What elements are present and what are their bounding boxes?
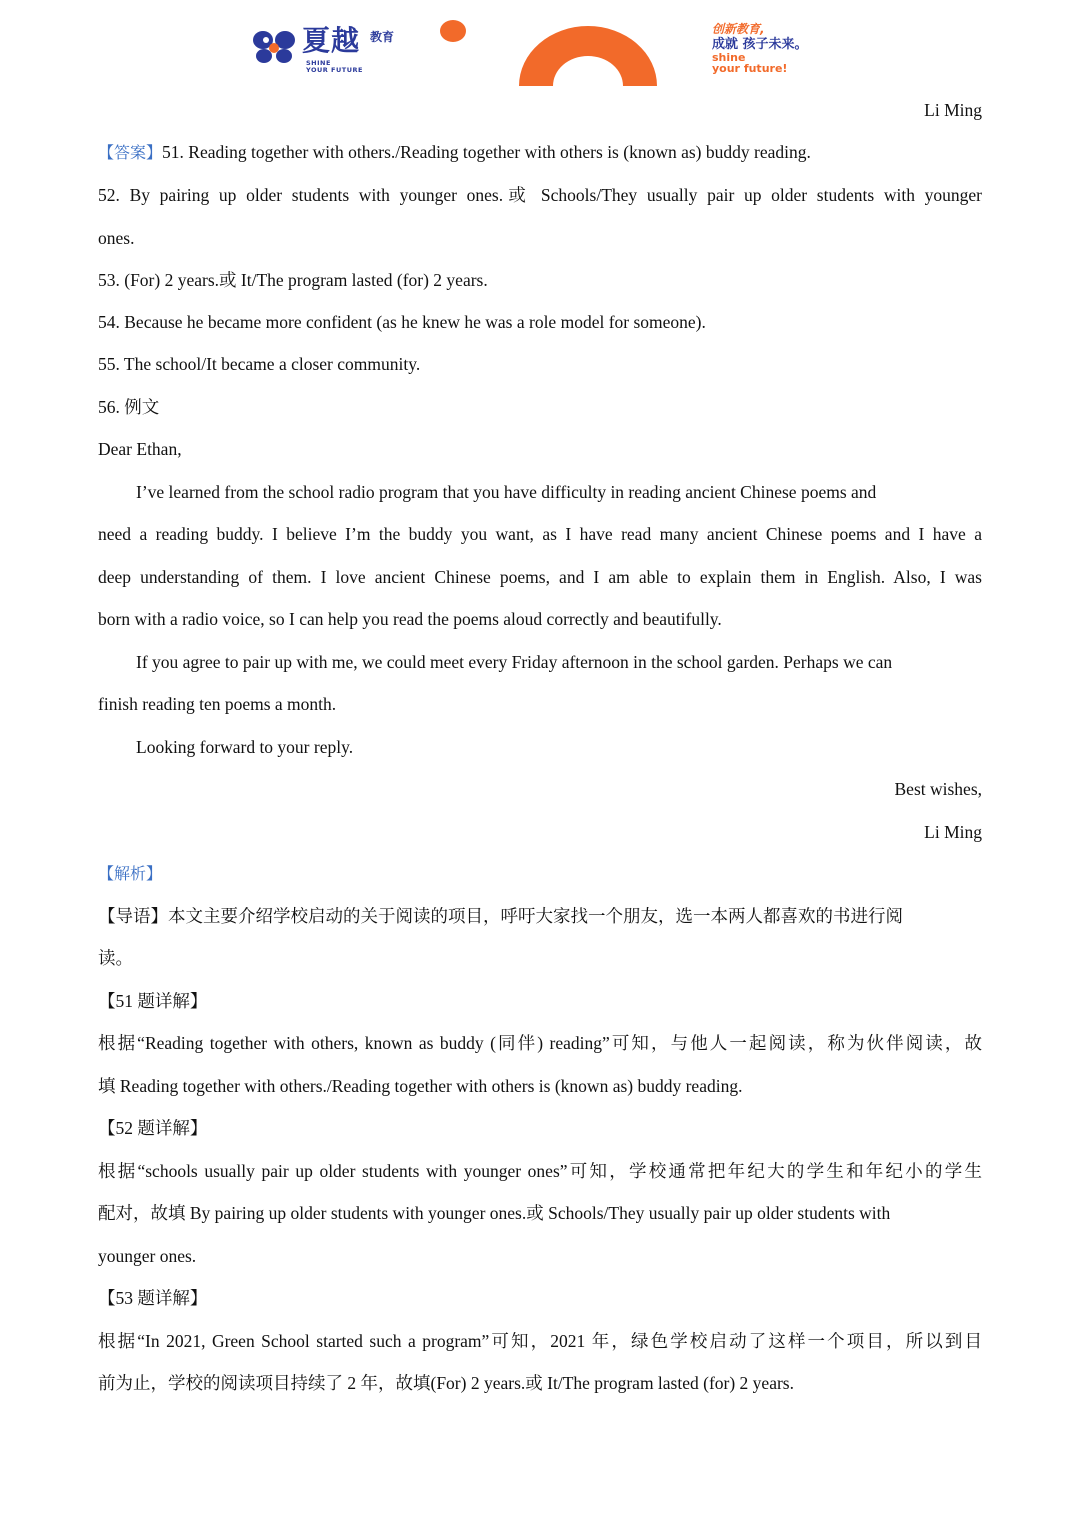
letter-paragraph-2-line-1: If you agree to pair up with me, we could meet every Friday afternoon in the school garden. Perhaps we can [136, 652, 893, 672]
rainbow-arch-icon [519, 26, 657, 86]
sun-dot-icon [440, 20, 466, 42]
answer-51-line [98, 140, 982, 165]
letter-closing: Best wishes, [894, 779, 982, 799]
answer-52-line-2: ones. [98, 228, 135, 248]
q52-line-1: 根据“schools usually pair up older students with younger ones”可知，学校通常把年纪大的学生和年纪小的学生 [98, 1161, 982, 1181]
letter-paragraph-1-line-3: deep understanding of them. I love ancient Chinese poems, and I am able to explain them in English. Also, I was [98, 567, 982, 587]
slogan-line-2: 成就 孩子未来。 [712, 37, 808, 52]
q51-title: 【51 题详解】 [98, 991, 208, 1011]
butterfly-logo-icon [252, 28, 296, 66]
slogan-line-1: 创新教育, [712, 22, 765, 36]
slogan-line-3: shine [712, 51, 746, 64]
logo-english-tagline [306, 60, 363, 74]
q53-line-1: 根据“In 2021, Green School started such a program”可知，2021 年，绿色学校启动了这样一个项目，所以到目 [98, 1331, 982, 1351]
logo-chinese-name: 夏越 [302, 24, 361, 57]
analysis-tag: 【解析】 [98, 864, 163, 883]
q52-line-2: 配对，故填 By pairing up older students with younger ones.或 Schools/They usually pair up older students with [98, 1203, 891, 1223]
brand-slogan [712, 22, 808, 74]
q53-line-2: 前为止，学校的阅读项目持续了 2 年，故填(For) 2 years.或 It/The program lasted (for) 2 years. [98, 1373, 794, 1393]
signature-top: Li Ming [924, 100, 982, 120]
letter-signature: Li Ming [924, 822, 982, 842]
page-header [0, 0, 1080, 95]
answer-56-heading: 56. 例文 [98, 397, 160, 417]
logo-chinese-suffix: 教育 [370, 30, 395, 44]
brand-logo [252, 22, 412, 77]
q51-line-1: 根据“Reading together with others, known as buddy (同伴) reading”可知，与他人一起阅读，称为伙伴阅读，故 [98, 1033, 982, 1053]
letter-paragraph-2-line-2: finish reading ten poems a month. [98, 694, 337, 714]
letter-paragraph-1-line-2: need a reading buddy. I believe I’m the buddy you want, as I have read many ancient Chinese poems and I have a [98, 524, 982, 544]
answer-51-text: 51. Reading together with others./Reading together with others is (known as) buddy reading. [162, 142, 811, 162]
answer-52-line-1: 52. By pairing up older students with younger ones.或 Schools/They usually pair up older students with younger [98, 185, 982, 205]
answer-tag: 【答案】 [98, 143, 163, 162]
letter-paragraph-3: Looking forward to your reply. [136, 737, 354, 757]
q52-title: 【52 题详解】 [98, 1118, 208, 1138]
letter-greeting: Dear Ethan, [98, 439, 182, 459]
guide-line-1: 【导语】本文主要介绍学校启动的关于阅读的项目，呼吁大家找一个朋友，选一本两人都喜欢的书进行阅 [98, 906, 903, 926]
q53-title: 【53 题详解】 [98, 1288, 208, 1308]
guide-line-2: 读。 [98, 948, 133, 968]
answer-53: 53. (For) 2 years.或 It/The program lasted (for) 2 years. [98, 270, 488, 290]
answer-55: 55. The school/It became a closer community. [98, 354, 421, 374]
letter-paragraph-1-line-1: I’ve learned from the school radio program that you have difficulty in reading ancient Chinese poems and [136, 482, 877, 502]
letter-paragraph-1-line-4: born with a radio voice, so I can help you read the poems aloud correctly and beautifully. [98, 609, 722, 629]
q51-line-2: 填 Reading together with others./Reading together with others is (known as) buddy reading. [98, 1076, 743, 1096]
logo-en-line-1: SHINE [306, 59, 331, 67]
logo-en-line-2: YOUR FUTURE [306, 66, 363, 74]
answer-54: 54. Because he became more confident (as he knew he was a role model for someone). [98, 312, 706, 332]
q52-line-3: younger ones. [98, 1246, 197, 1266]
slogan-line-4: your future! [712, 62, 788, 75]
